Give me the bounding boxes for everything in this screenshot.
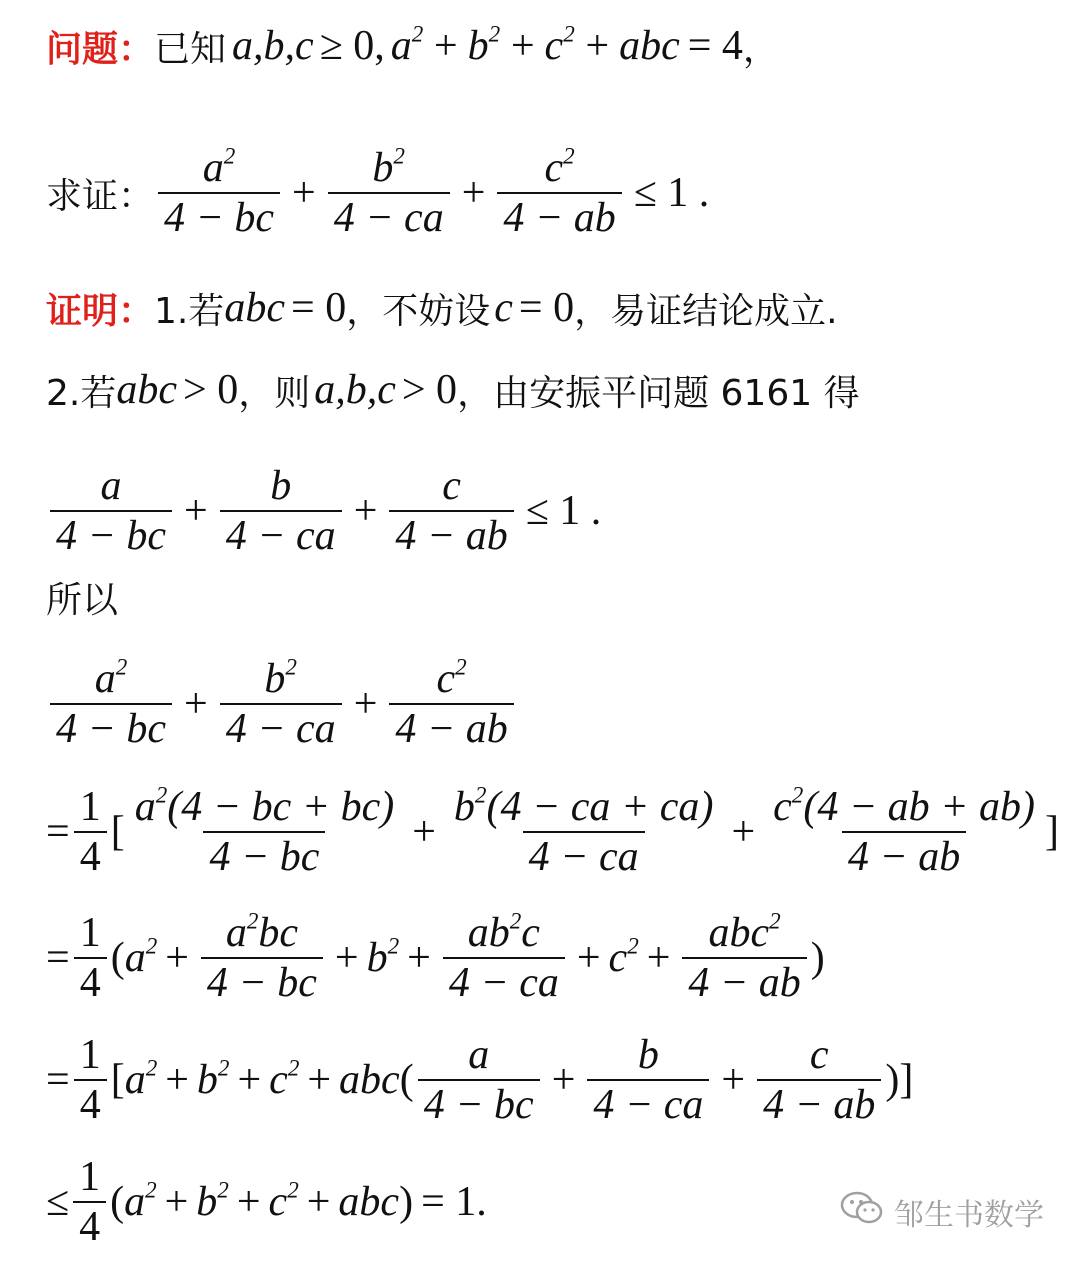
fraction: $\frac{b}{4 - ca}$ xyxy=(587,1031,709,1130)
case2-gt2: > 0 xyxy=(401,367,458,413)
fraction: $\frac{b^2(4 - ca + ca)}{4 - ca}$ xyxy=(453,781,714,880)
derivation-line-1: $\frac{a^2}{4 - bc}$ + $\frac{b^2}{4 - ca}$ + $\frac{c^2}{4 - ab}$ xyxy=(46,648,518,760)
prove-rhs: ≤ 1 . xyxy=(633,170,710,216)
fraction: $\frac{c}{4 - ab}$ xyxy=(389,462,513,561)
condition-equation: $a^2 + b^2 + c^2$ + abc xyxy=(390,20,680,69)
fraction: $\frac{a}{4 - bc}$ xyxy=(418,1031,540,1130)
quarter-fraction: $\frac{1}{4}$ xyxy=(74,909,107,1008)
fraction: $\frac{a^2(4 - bc + bc)}{4 - bc}$ xyxy=(134,781,395,880)
derivation-line-5: ≤ $\frac{1}{4}$ ( $a^2$ + $b^2$ + $c^2$ + abc ) = 1. xyxy=(46,1153,487,1250)
quarter-fraction: $\frac{1}{4}$ xyxy=(73,1153,106,1252)
proof-case1-line xyxy=(46,280,838,336)
case2-text-b: ，则 xyxy=(238,372,311,414)
watermark xyxy=(840,1190,1044,1234)
case1-abc: abc xyxy=(224,285,286,331)
case1-text-c: ，易证结论成立. xyxy=(574,290,838,332)
case2-gt1: > 0 xyxy=(183,367,239,413)
fraction: $\frac{c^2(4 - ab + ab)}{4 - ab}$ xyxy=(773,781,1035,880)
prove-label: 求证： xyxy=(46,175,155,217)
case1-text-b: ，不妨设 xyxy=(346,290,491,332)
case2-text-c: ，由安振平问题 6161 得 xyxy=(457,372,860,414)
wechat-icon xyxy=(840,1190,884,1234)
derivation-line-4: = $\frac{1}{4}$ [ $a^2$ + $b^2$ + $c^2$ + abc ( $\frac{a}{4 - bc}$ + $\frac{b}{4 - ca}$ + $\frac{c}{4 - ab}$ )] xyxy=(46,1031,914,1128)
prove-line: 求证： $\frac{a^2}{4 - bc}$ + $\frac{b^2}{4 - ca}$ + $\frac{c^2}{4 - ab}$ ≤ 1 . xyxy=(46,142,710,241)
problem-text: 已知 xyxy=(154,28,227,70)
problem-comma: ， xyxy=(742,28,779,70)
lemma-line: $\frac{a}{4 - bc}$ + $\frac{b}{4 - ca}$ + $\frac{c}{4 - ab}$ ≤ 1 . xyxy=(46,456,601,566)
fraction: $\frac{a}{4 - bc}$ xyxy=(50,462,172,561)
case1-c: c xyxy=(494,285,513,331)
case2-abc: abc xyxy=(116,367,178,413)
quarter-fraction: $\frac{1}{4}$ xyxy=(74,1031,107,1130)
derivation-line-3: = $\frac{1}{4}$ ( $a^2$ + $\frac{a^2bc}{4 - bc}$ + $b^2$ + $\frac{ab^2c}{4 - ca}$ + $c^2$ + $\frac{abc^2}{4 - ab}$ ) xyxy=(46,907,825,1006)
case1-text-a: 1.若 xyxy=(154,290,225,332)
case2-vars: a,b,c xyxy=(314,367,396,413)
fraction: $\frac{a^2bc}{4 - bc}$ xyxy=(201,909,323,1008)
fraction: $\frac{abc^2}{4 - ab}$ xyxy=(682,909,806,1008)
proof-case2-line xyxy=(46,362,860,418)
watermark-text: 邹生书数学 xyxy=(894,1198,1044,1233)
fraction: $\frac{a^2}{4 - bc}$ xyxy=(158,144,280,243)
quarter-fraction: $\frac{1}{4}$ xyxy=(74,783,107,882)
fraction: $\frac{c}{4 - ab}$ xyxy=(757,1031,881,1130)
equation-end: = 4 xyxy=(687,23,743,69)
fraction: $\frac{ab^2c}{4 - ca}$ xyxy=(443,909,565,1008)
fraction: $\frac{a^2}{4 - bc}$ xyxy=(50,655,172,754)
condition-vars: a,b,c xyxy=(232,23,314,69)
case2-text-a: 2.若 xyxy=(46,372,117,414)
fraction: $\frac{b}{4 - ca}$ xyxy=(220,462,342,561)
lemma-rhs: ≤ 1 . xyxy=(525,488,602,534)
final-rhs: = 1. xyxy=(421,1179,487,1225)
derivation-line-2: = $\frac{1}{4}$ [ $\frac{a^2(4 - bc + bc)}{4 - bc}$ + $\frac{b^2(4 - ca + ca)}{4 - ca}$ + $\frac{c^2(4 - ab + ab)}{4 - ab}$ ] xyxy=(46,781,1059,880)
condition-geq: ≥ 0, xyxy=(319,23,385,69)
so-line xyxy=(46,572,118,622)
fraction: $\frac{c^2}{4 - ab}$ xyxy=(389,655,513,754)
fraction: $\frac{b^2}{4 - ca}$ xyxy=(328,144,450,243)
problem-label: 问题： xyxy=(46,28,155,70)
case1-eq2: = 0 xyxy=(518,285,575,331)
fraction: $\frac{c^2}{4 - ab}$ xyxy=(497,144,621,243)
proof-label: 证明： xyxy=(46,290,155,332)
so-text: 所以 xyxy=(46,579,119,621)
case1-eq1: = 0 xyxy=(291,285,347,331)
problem-line xyxy=(46,18,779,74)
fraction: $\frac{b^2}{4 - ca}$ xyxy=(220,655,342,754)
